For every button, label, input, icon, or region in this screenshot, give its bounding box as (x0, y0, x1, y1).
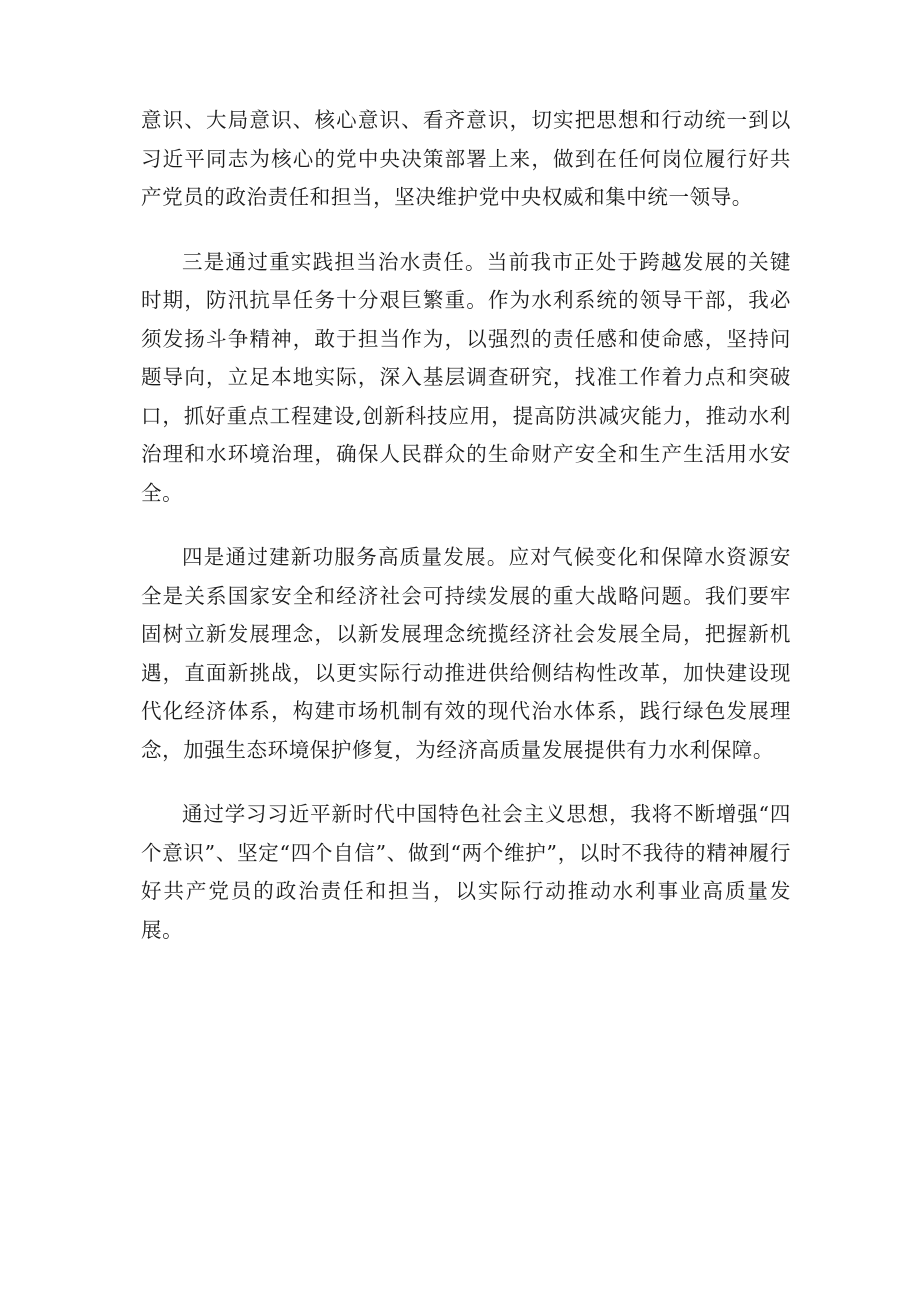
paragraph-gap (141, 512, 791, 538)
paragraph-gap (141, 217, 791, 243)
paragraph-point-four: 四是通过建新功服务高质量发展。应对气候变化和保障水资源安全是关系国家安全和经济社会可持续发展的重大战略问题。我们要牢固树立新发展理念，以新发展理念统揽经济社会发展全局，把握新机遇，直面新挑战，以更实际行动推进供给侧结构性改革，加快建设现代化经济体系，构建市场机制有效的现代治水体系，践行绿色发展理念，加强生态环境保护修复，为经济高质量发展提供有力水利保障。 (141, 545, 791, 762)
paragraph-continuation: 意识、大局意识、核心意识、看齐意识，切实把思想和行动统一到以习近平同志为核心的党中央决策部署上来，做到在任何岗位履行好共产党员的政治责任和担当，坚决维护党中央权威和集中统一领导。 (141, 108, 791, 209)
paragraph-conclusion: 通过学习习近平新时代中国特色社会主义思想，我将不断增强“四个意识”、坚定“四个自信”、做到“两个维护”，以时不我待的精神履行好共产党员的政治责任和担当，以实际行动推动水利事业高质量发展。 (141, 802, 791, 942)
paragraph-point-three: 三是通过重实践担当治水责任。当前我市正处于跨越发展的关键时期，防汛抗旱任务十分艰巨繁重。作为水利系统的领导干部，我必须发扬斗争精神，敢于担当作为，以强烈的责任感和使命感，坚持问题导向，立足本地实际，深入基层调查研究，找准工作着力点和突破口，抓好重点工程建设,创新科技应用，提高防洪减灾能力，推动水利治理和水环境治理，确保人民群众的生命财产安全和生产生活用水安全。 (141, 249, 791, 505)
paragraph-gap (141, 769, 791, 795)
document-body (141, 101, 791, 949)
